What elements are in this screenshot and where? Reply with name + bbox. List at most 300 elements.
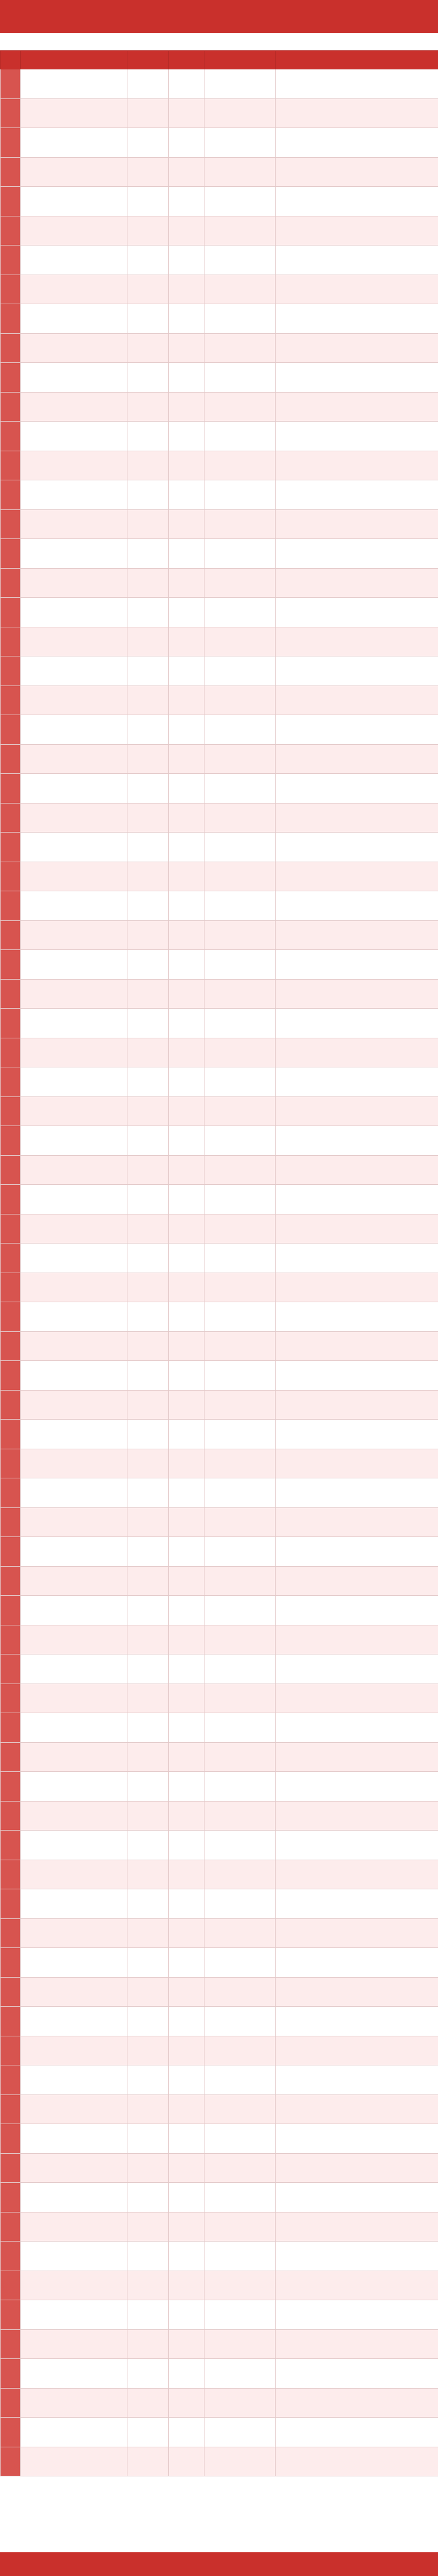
cell-region: [127, 1537, 169, 1567]
cell-name: [21, 1390, 127, 1420]
cell-notes: [276, 2183, 438, 2212]
cell-no: [1, 774, 21, 804]
table-row: [1, 509, 438, 539]
title-bar: [0, 0, 438, 33]
cell-no: [1, 157, 21, 187]
cell-notes: [276, 950, 438, 980]
cell-price: [169, 2124, 204, 2154]
cell-region: [127, 774, 169, 804]
cell-region: [127, 2242, 169, 2271]
cell-no: [1, 1772, 21, 1802]
column-header: [127, 51, 169, 69]
cell-region: [127, 979, 169, 1009]
cell-price: [169, 1948, 204, 1978]
table-row: [1, 275, 438, 304]
cell-price: [169, 1742, 204, 1772]
cell-name: [21, 187, 127, 216]
cell-region: [127, 2212, 169, 2242]
table-row: [1, 627, 438, 656]
cell-region: [127, 1948, 169, 1978]
cell-price: [169, 128, 204, 158]
cell-notes: [276, 656, 438, 686]
cell-name: [21, 2329, 127, 2359]
table-row: [1, 128, 438, 158]
cell-notes: [276, 2359, 438, 2389]
cell-price: [169, 1507, 204, 1537]
cell-price: [169, 2359, 204, 2389]
cell-no: [1, 1713, 21, 1743]
table-row: [1, 2183, 438, 2212]
cell-price: [169, 1096, 204, 1126]
cell-mode: [204, 1625, 276, 1654]
cell-notes: [276, 1449, 438, 1478]
cell-name: [21, 1214, 127, 1244]
cell-no: [1, 304, 21, 334]
cell-region: [127, 1155, 169, 1185]
cell-price: [169, 2242, 204, 2271]
cell-notes: [276, 216, 438, 246]
cell-name: [21, 509, 127, 539]
cell-name: [21, 128, 127, 158]
cell-mode: [204, 157, 276, 187]
cell-name: [21, 2271, 127, 2300]
table-row: [1, 744, 438, 774]
cell-no: [1, 686, 21, 715]
cell-price: [169, 1185, 204, 1214]
cell-name: [21, 1478, 127, 1508]
cell-no: [1, 187, 21, 216]
table-row: [1, 950, 438, 980]
cell-name: [21, 216, 127, 246]
table-row: [1, 1507, 438, 1537]
cell-name: [21, 862, 127, 891]
table-row: [1, 1155, 438, 1185]
cell-name: [21, 1009, 127, 1038]
cell-name: [21, 98, 127, 128]
cell-no: [1, 1918, 21, 1948]
table-row: [1, 1361, 438, 1391]
table-row: [1, 2124, 438, 2154]
cell-no: [1, 1244, 21, 1273]
cell-region: [127, 2094, 169, 2124]
cell-region: [127, 1390, 169, 1420]
cell-region: [127, 686, 169, 715]
table-row: [1, 1654, 438, 1684]
cell-name: [21, 69, 127, 99]
cell-mode: [204, 2183, 276, 2212]
cell-region: [127, 128, 169, 158]
cell-region: [127, 1566, 169, 1596]
cell-no: [1, 1449, 21, 1478]
table-row: [1, 1537, 438, 1567]
cell-price: [169, 333, 204, 363]
cell-mode: [204, 1302, 276, 1332]
column-header: [21, 51, 127, 69]
table-row: [1, 1742, 438, 1772]
cell-mode: [204, 2447, 276, 2476]
table-row: [1, 803, 438, 833]
cell-region: [127, 803, 169, 833]
cell-region: [127, 1772, 169, 1802]
cell-mode: [204, 1948, 276, 1978]
cell-mode: [204, 2359, 276, 2389]
cell-name: [21, 568, 127, 598]
cell-region: [127, 157, 169, 187]
cell-notes: [276, 1860, 438, 1889]
cell-price: [169, 1801, 204, 1831]
table-row: [1, 2212, 438, 2242]
cell-name: [21, 1155, 127, 1185]
table-row: [1, 422, 438, 451]
cell-mode: [204, 98, 276, 128]
cell-name: [21, 2183, 127, 2212]
cell-mode: [204, 2007, 276, 2036]
table-row: [1, 1331, 438, 1361]
cell-name: [21, 598, 127, 627]
cell-notes: [276, 333, 438, 363]
cell-mode: [204, 950, 276, 980]
table-row: [1, 1684, 438, 1713]
cell-mode: [204, 2065, 276, 2095]
cell-price: [169, 2183, 204, 2212]
cell-notes: [276, 1596, 438, 1625]
cell-region: [127, 304, 169, 334]
cell-mode: [204, 1889, 276, 1919]
table-row: [1, 1772, 438, 1802]
cell-no: [1, 715, 21, 745]
cell-region: [127, 598, 169, 627]
cell-region: [127, 392, 169, 422]
cell-notes: [276, 1331, 438, 1361]
cell-mode: [204, 1537, 276, 1567]
cell-notes: [276, 862, 438, 891]
cell-mode: [204, 1801, 276, 1831]
table-row: [1, 2329, 438, 2359]
cell-region: [127, 1654, 169, 1684]
cell-mode: [204, 2300, 276, 2330]
cell-name: [21, 1713, 127, 1743]
cell-no: [1, 333, 21, 363]
cell-region: [127, 1507, 169, 1537]
cell-notes: [276, 363, 438, 393]
cell-notes: [276, 1918, 438, 1948]
cell-no: [1, 1126, 21, 1156]
cell-no: [1, 1566, 21, 1596]
cell-price: [169, 1625, 204, 1654]
cell-no: [1, 1038, 21, 1067]
cell-notes: [276, 69, 438, 99]
cell-no: [1, 1596, 21, 1625]
table-row: [1, 98, 438, 128]
cell-region: [127, 216, 169, 246]
cell-price: [169, 1654, 204, 1684]
table-row: [1, 1478, 438, 1508]
cell-region: [127, 539, 169, 569]
cell-price: [169, 1478, 204, 1508]
footer-bar: [0, 2552, 438, 2576]
cell-region: [127, 1096, 169, 1126]
cell-no: [1, 1331, 21, 1361]
cell-mode: [204, 2124, 276, 2154]
cell-no: [1, 451, 21, 480]
cell-price: [169, 1772, 204, 1802]
cell-mode: [204, 1566, 276, 1596]
table-row: [1, 1273, 438, 1302]
cell-region: [127, 2153, 169, 2183]
cell-no: [1, 1390, 21, 1420]
cell-mode: [204, 1214, 276, 1244]
cell-region: [127, 1302, 169, 1332]
table-row: [1, 862, 438, 891]
cell-name: [21, 627, 127, 656]
cell-mode: [204, 744, 276, 774]
cell-notes: [276, 157, 438, 187]
cell-price: [169, 862, 204, 891]
cell-region: [127, 627, 169, 656]
cell-region: [127, 363, 169, 393]
cell-notes: [276, 979, 438, 1009]
cell-name: [21, 2036, 127, 2065]
cell-no: [1, 833, 21, 862]
table-header-row: [1, 51, 438, 69]
cell-notes: [276, 1801, 438, 1831]
cell-no: [1, 1009, 21, 1038]
cell-mode: [204, 1654, 276, 1684]
cell-price: [169, 715, 204, 745]
cell-name: [21, 2300, 127, 2330]
cell-mode: [204, 1067, 276, 1097]
cell-name: [21, 920, 127, 950]
cell-price: [169, 1067, 204, 1097]
cell-price: [169, 2094, 204, 2124]
cell-no: [1, 1742, 21, 1772]
cell-region: [127, 69, 169, 99]
cell-region: [127, 1273, 169, 1302]
cell-price: [169, 1977, 204, 2007]
cell-name: [21, 891, 127, 921]
cell-mode: [204, 1478, 276, 1508]
cell-notes: [276, 1185, 438, 1214]
cell-region: [127, 891, 169, 921]
cell-no: [1, 598, 21, 627]
cell-no: [1, 2007, 21, 2036]
table-row: [1, 216, 438, 246]
cell-mode: [204, 2242, 276, 2271]
cell-mode: [204, 1596, 276, 1625]
cell-name: [21, 803, 127, 833]
cell-name: [21, 2212, 127, 2242]
cell-name: [21, 363, 127, 393]
cell-notes: [276, 1067, 438, 1097]
cell-name: [21, 1831, 127, 1860]
cell-price: [169, 774, 204, 804]
table-row: [1, 2242, 438, 2271]
cell-mode: [204, 1860, 276, 1889]
cell-name: [21, 1507, 127, 1537]
cell-no: [1, 1096, 21, 1126]
cell-region: [127, 451, 169, 480]
cell-mode: [204, 1126, 276, 1156]
cell-region: [127, 333, 169, 363]
cell-notes: [276, 1096, 438, 1126]
cell-region: [127, 1126, 169, 1156]
cell-mode: [204, 2212, 276, 2242]
cell-notes: [276, 304, 438, 334]
cell-region: [127, 715, 169, 745]
cell-mode: [204, 246, 276, 275]
cell-name: [21, 979, 127, 1009]
cell-notes: [276, 1684, 438, 1713]
cell-no: [1, 1831, 21, 1860]
cell-no: [1, 539, 21, 569]
cell-notes: [276, 1038, 438, 1067]
cell-no: [1, 2153, 21, 2183]
cell-no: [1, 1684, 21, 1713]
cell-region: [127, 1596, 169, 1625]
cell-price: [169, 568, 204, 598]
cell-notes: [276, 539, 438, 569]
cell-price: [169, 187, 204, 216]
table-row: [1, 157, 438, 187]
cell-name: [21, 1889, 127, 1919]
cell-name: [21, 333, 127, 363]
cell-price: [169, 1537, 204, 1567]
cell-notes: [276, 2300, 438, 2330]
cell-no: [1, 2212, 21, 2242]
cell-notes: [276, 1831, 438, 1860]
cell-region: [127, 744, 169, 774]
table-row: [1, 1214, 438, 1244]
cell-mode: [204, 2094, 276, 2124]
cell-mode: [204, 128, 276, 158]
cell-region: [127, 2271, 169, 2300]
cell-price: [169, 2447, 204, 2476]
cell-name: [21, 1918, 127, 1948]
cell-region: [127, 2065, 169, 2095]
table-row: [1, 833, 438, 862]
cell-no: [1, 1507, 21, 1537]
cell-mode: [204, 1831, 276, 1860]
cell-name: [21, 833, 127, 862]
table-row: [1, 1096, 438, 1126]
cell-mode: [204, 2418, 276, 2447]
cell-no: [1, 363, 21, 393]
table-row: [1, 1185, 438, 1214]
cell-price: [169, 1214, 204, 1244]
cell-price: [169, 1302, 204, 1332]
cell-name: [21, 157, 127, 187]
cell-name: [21, 246, 127, 275]
cell-mode: [204, 1918, 276, 1948]
cell-region: [127, 422, 169, 451]
cell-price: [169, 451, 204, 480]
table-row: [1, 2007, 438, 2036]
cell-mode: [204, 1713, 276, 1743]
cell-notes: [276, 1244, 438, 1273]
cell-price: [169, 2212, 204, 2242]
cell-region: [127, 1478, 169, 1508]
cell-notes: [276, 1948, 438, 1978]
cell-notes: [276, 2388, 438, 2418]
table-row: [1, 1067, 438, 1097]
cell-no: [1, 275, 21, 304]
cell-price: [169, 833, 204, 862]
cell-region: [127, 1625, 169, 1654]
cell-mode: [204, 1361, 276, 1391]
cell-price: [169, 1361, 204, 1391]
cell-no: [1, 2271, 21, 2300]
cell-name: [21, 2094, 127, 2124]
cell-price: [169, 480, 204, 510]
table-row: [1, 2036, 438, 2065]
cell-notes: [276, 1742, 438, 1772]
cell-notes: [276, 1420, 438, 1449]
cell-region: [127, 1684, 169, 1713]
cell-region: [127, 2418, 169, 2447]
cell-no: [1, 1801, 21, 1831]
cell-no: [1, 2329, 21, 2359]
cell-notes: [276, 627, 438, 656]
cell-region: [127, 1420, 169, 1449]
cell-name: [21, 2418, 127, 2447]
cell-name: [21, 744, 127, 774]
table-row: [1, 392, 438, 422]
cell-name: [21, 686, 127, 715]
cell-notes: [276, 1155, 438, 1185]
cell-notes: [276, 2036, 438, 2065]
table-row: [1, 480, 438, 510]
cell-name: [21, 1067, 127, 1097]
cell-mode: [204, 833, 276, 862]
table-row: [1, 598, 438, 627]
cell-region: [127, 1918, 169, 1948]
cell-mode: [204, 1977, 276, 2007]
cell-no: [1, 480, 21, 510]
cell-region: [127, 509, 169, 539]
cell-no: [1, 1155, 21, 1185]
cell-mode: [204, 1449, 276, 1478]
cell-price: [169, 1831, 204, 1860]
cell-name: [21, 1244, 127, 1273]
cell-region: [127, 1742, 169, 1772]
cell-mode: [204, 187, 276, 216]
cell-no: [1, 1361, 21, 1391]
cell-no: [1, 2447, 21, 2476]
cell-mode: [204, 774, 276, 804]
cell-mode: [204, 891, 276, 921]
cell-region: [127, 862, 169, 891]
cell-name: [21, 480, 127, 510]
table-row: [1, 1038, 438, 1067]
cell-region: [127, 1038, 169, 1067]
cell-region: [127, 1977, 169, 2007]
cell-no: [1, 2094, 21, 2124]
cell-notes: [276, 598, 438, 627]
cell-price: [169, 950, 204, 980]
cell-name: [21, 1537, 127, 1567]
table-row: [1, 1918, 438, 1948]
table-row: [1, 2359, 438, 2389]
cell-notes: [276, 451, 438, 480]
cell-mode: [204, 1507, 276, 1537]
column-header: [276, 51, 438, 69]
cell-name: [21, 1302, 127, 1332]
cell-region: [127, 480, 169, 510]
cell-notes: [276, 98, 438, 128]
table-row: [1, 69, 438, 99]
cell-name: [21, 656, 127, 686]
cell-notes: [276, 1537, 438, 1567]
